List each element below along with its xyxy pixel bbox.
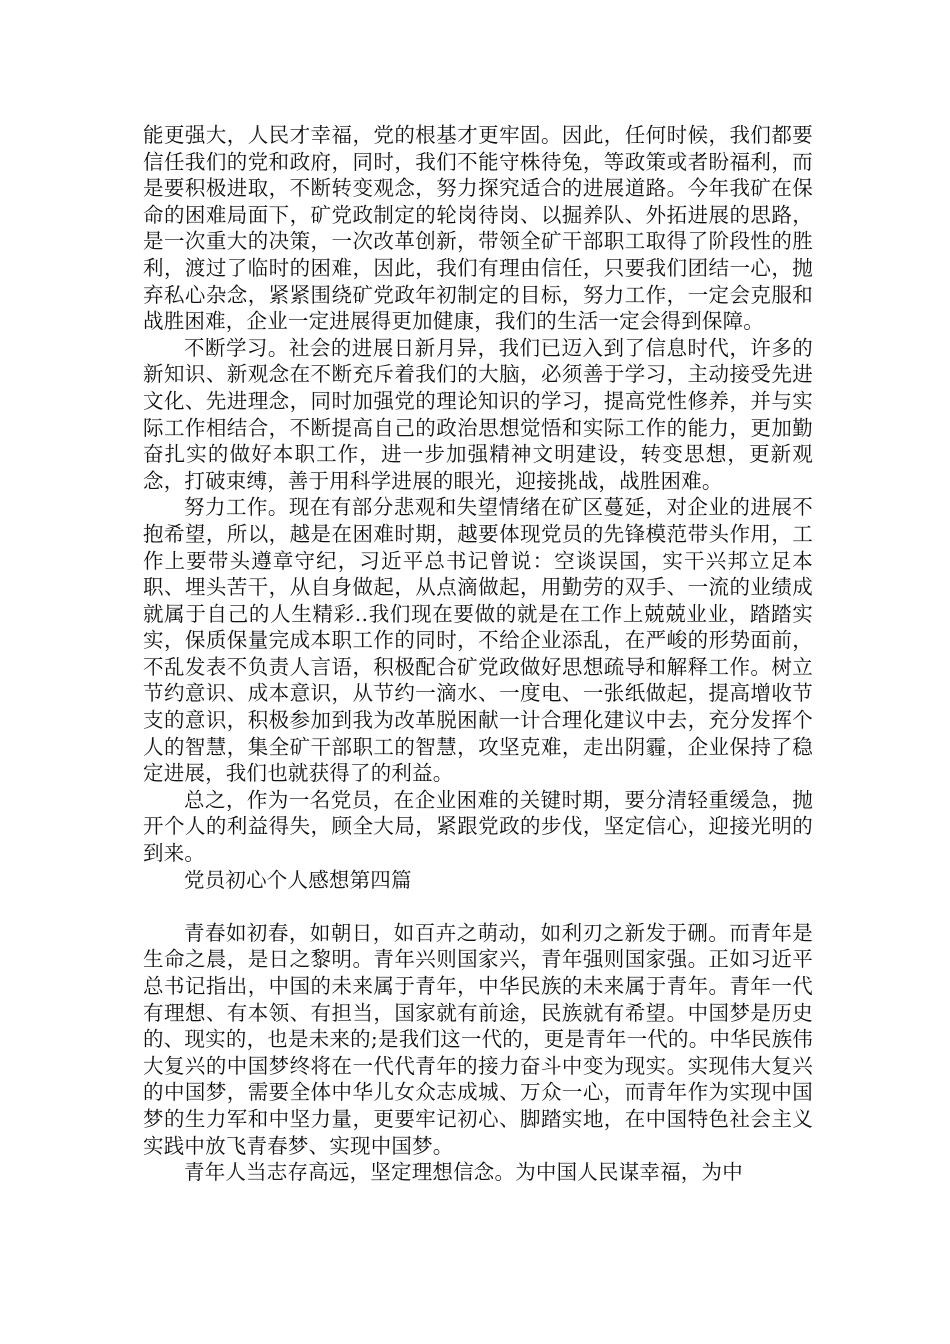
paragraph-1: 能更强大，人民才幸福，党的根基才更牢固。因此，任何时候，我们都要信任我们的党和政府，同时，我们不能守株待兔，等政策或者盼福利，而是要积极进取，不断转变观念，努力探究适合的进展道路。今年我矿在保命的困难局面下，矿党政制定的轮岗待岗、以掘养队、外拓进展的思路，是一次重大的决策，一次改革创新，带领全矿干部职工取得了阶段性的胜利，渡过了临时的困难，因此，我们有理由信任，只要我们团结一心，抛弃私心杂念，紧紧围绕矿党政年初制定的目标，努力工作，一定会克服和战胜困难，企业一定进展得更加健康，我们的生活一定会得到保障。 bbox=[143, 123, 813, 334]
paragraph-6: 青年人当志存高远，坚定理想信念。为中国人民谋幸福，为中 bbox=[184, 1160, 743, 1185]
section-heading: 党员初心个人感想第四篇 bbox=[184, 867, 412, 892]
paragraph-3: 努力工作。现在有部分悲观和失望情绪在矿区蔓延，对企业的进展不抱希望，所以，越是在困难时期，越要体现党员的先锋模范带头作用，工作上要带头遵章守纪，习近平总书记曾说：空谈误国，实干兴邦立足本职、埋头苦干，从自身做起，从点滴做起，用勤劳的双手、一流的业绩成就属于自己的人生精彩..我们现在要做的就是在工作上兢兢业业，踏踏实实，保质保量完成本职工作的同时，不给企业添乱，在严峻的形势面前，不乱发表不负责人言语，积极配合矿党政做好思想疏导和解释工作。树立节约意识、成本意识，从节约一滴水、一度电、一张纸做起，提高增收节支的意识，积极参加到我为改革脱困献一计合理化建议中去，充分发挥个人的智慧，集全矿干部职工的智慧，攻坚克难，走出阴霾，企业保持了稳定进展，我们也就获得了的利益。 bbox=[143, 495, 813, 786]
blank-line bbox=[143, 893, 813, 920]
paragraph-2: 不断学习。社会的进展日新月异，我们已迈入到了信息时代，许多的新知识、新观念在不断充斥着我们的大脑，必须善于学习，主动接受先进文化、先进理念，同时加强党的理论知识的学习，提高党性修养，并与实际工作相结合，不断提高自己的政治思想觉悟和实际工作的能力，更加勤奋扎实的做好本职工作，进一步加强精神文明建设，转变思想，更新观念，打破束缚，善于用科学进展的眼光，迎接挑战，战胜困难。 bbox=[143, 335, 813, 493]
paragraph-4: 总之，作为一名党员，在企业困难的关键时期，要分清轻重缓急，抛开个人的利益得失，顾全大局，紧跟党政的步伐，坚定信心，迎接光明的到来。 bbox=[143, 787, 813, 866]
document-body bbox=[143, 122, 813, 1186]
paragraph-5: 青春如初春，如朝日，如百卉之萌动，如利刃之新发于硎。而青年是生命之晨，是日之黎明。青年兴则国家兴，青年强则国家强。正如习近平总书记指出，中国的未来属于青年，中华民族的未来属于青年。青年一代有理想、有本领、有担当，国家就有前途，民族就有希望。中国梦是历史的、现实的，也是未来的;是我们这一代的，更是青年一代的。中华民族伟大复兴的中国梦终将在一代代青年的接力奋斗中变为现实。实现伟大复兴的中国梦，需要全体中华儿女众志成城、万众一心，而青年作为实现中国梦的生力军和中坚力量，更要牢记初心、脚踏实地，在中国特色社会主义实践中放飞青春梦、实现中国梦。 bbox=[143, 920, 813, 1158]
